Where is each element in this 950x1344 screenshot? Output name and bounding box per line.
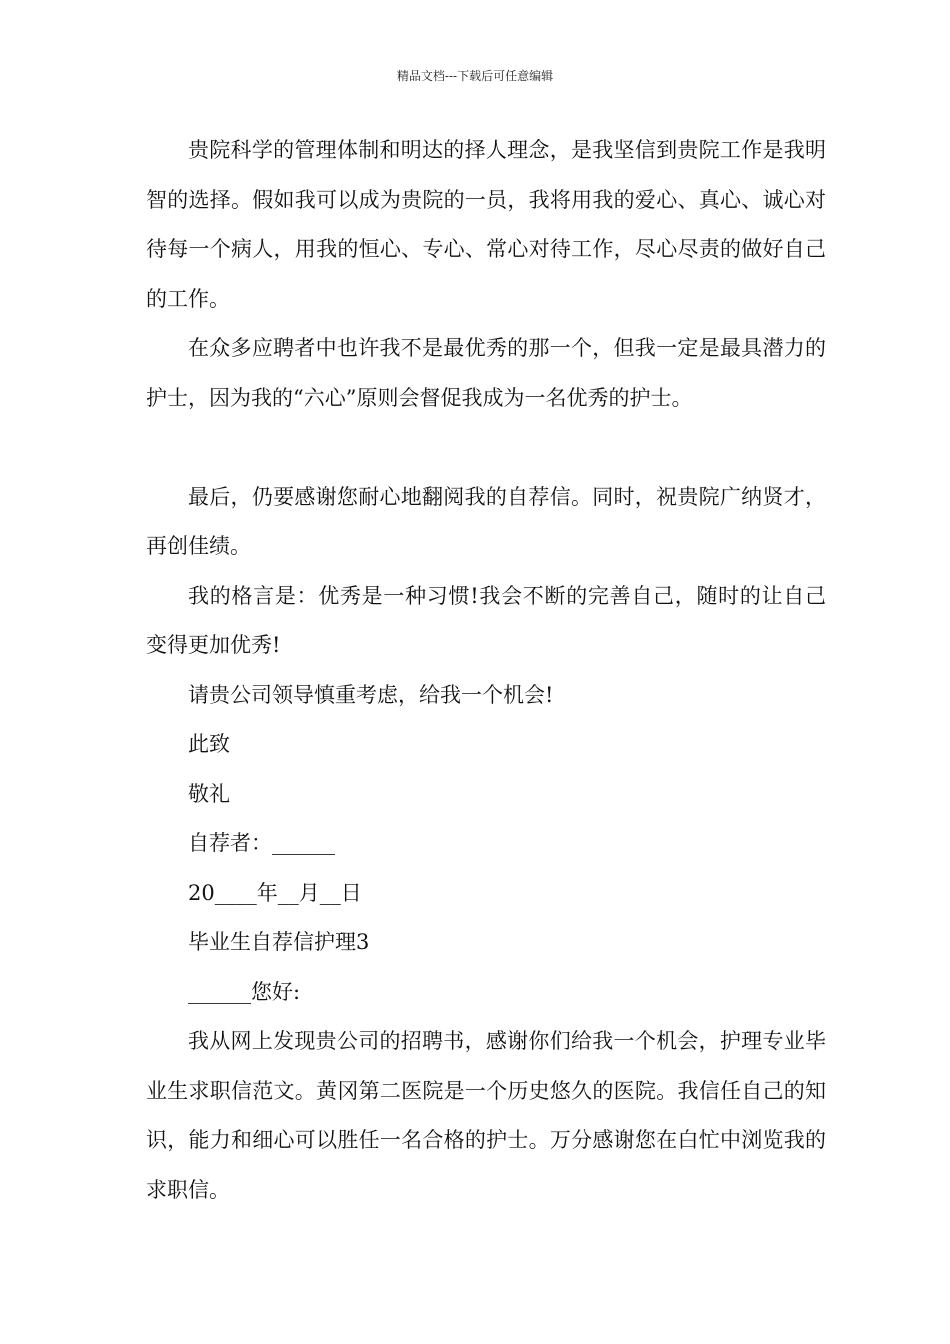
section-title: 毕业生自荐信护理3 [188,930,370,954]
date-line: 20____年__月__日 [188,880,362,905]
paragraph-thanks: 最后，仍要感谢您耐心地翻阅我的自荐信。同时，祝贵院广纳贤才，再创佳绩。 [146,484,826,558]
greeting-line: ______您好: [188,979,301,1004]
closing-line-2: 敬礼 [188,781,230,806]
request-line: 请贵公司领导慎重考虑，给我一个机会! [188,682,554,707]
closing-line-1: 此致 [188,732,230,756]
paragraph-six-hearts: 在众多应聘者中也许我不是最优秀的那一个，但我一定是最具潜力的护士，因为我的“六心”原则会督促我成为一名优秀的护士。 [146,336,826,410]
paragraph-motto: 我的格言是：优秀是一种习惯!我会不断的完善自己，随时的让自己变得更加优秀! [146,583,826,657]
document-body [146,126,826,1215]
blank-line [146,423,826,473]
page-header: 精品文档---下载后可任意编辑 [396,69,554,83]
paragraph-application: 我从网上发现贵公司的招聘书，感谢你们给我一个机会，护理专业毕业生求职信范文。黄冈第二医院是一个历史悠久的医院。我信任自己的知识，能力和细心可以胜任一名合格的护士。万分感谢您在白忙中浏览我的求职信。 [146,1029,826,1202]
paragraph-hospital-management: 贵院科学的管理体制和明达的择人理念，是我坚信到贵院工作是我明智的选择。假如我可以成为贵院的一员，我将用我的爱心、真心、诚心对待每一个病人，用我的恒心、专心、常心对待工作，尽心尽责的做好自己的工作。 [146,138,826,311]
signature-line: 自荐者：______ [188,831,335,855]
